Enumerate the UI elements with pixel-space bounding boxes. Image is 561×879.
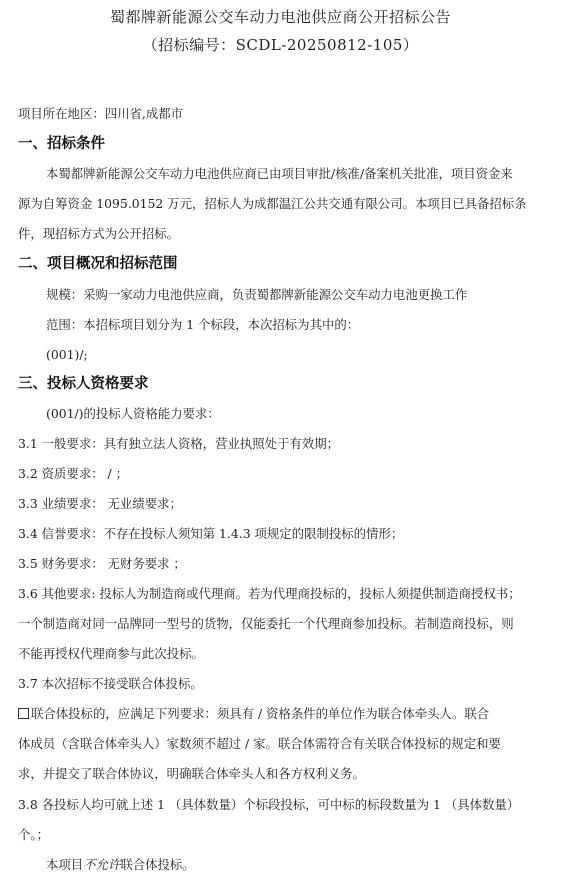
requirement-item-other: 3.6 其他要求: 投标人为制造商或代理商。若为代理商投标的，投标人须提供制造商授权书；: [18, 586, 521, 601]
requirement-item: 3.5 财务要求： 无财务要求 ；: [18, 556, 186, 571]
requirement-item: 3.3 业绩要求： 无业绩要求；: [18, 496, 182, 511]
project-location: 项目所在地区：四川省,成都市: [18, 106, 184, 121]
consortium-statement: [46, 857, 195, 873]
section2-line: 范围：本招标项目划分为 1 个标段，本次招标为其中的：: [46, 317, 360, 332]
requirement-item-other: 不能再授权代理商参与此次投标。: [18, 646, 204, 661]
requirement-item-lots: 个。；: [18, 827, 49, 842]
consortium-checkbox[interactable]: [18, 708, 29, 719]
requirement-item: 3.1 一般要求：具有独立法人资格，营业执照处于有效期；: [18, 436, 340, 451]
section1-line: 本蜀都牌新能源公交车动力电池供应商已由项目审批/核准/备案机关批准，项目资金来: [46, 166, 513, 181]
section1-line: 件，现招标方式为公开招标。: [18, 226, 180, 241]
section1-line: 源为自筹资金 1095.0152 万元，招标人为成都温江公共交通有限公司。本项目已具备招标条: [18, 196, 527, 211]
section2-line: (001)/;: [46, 347, 88, 362]
qualification-intro: (001/)的投标人资格能力要求：: [46, 406, 220, 421]
requirement-item: 3.4 信誉要求：不存在投标人须知第 1.4.3 项规定的限制投标的情形；: [18, 526, 404, 541]
consortium-line: 求，并提交了联合体协议，明确联合体牵头人和各方权利义务。: [18, 766, 365, 781]
statement-prefix: 本项目: [46, 857, 84, 872]
statement-suffix: 联合体投标。: [120, 857, 195, 872]
requirement-item-lots: 3.8 各投标人均可就上述 1 （具体数量）个标段投标，可中标的标段数量为 1 （具体数量）: [18, 797, 520, 812]
requirement-item-other: 一个制造商对同一品牌同一型号的货物，仅能委托一个代理商参加投标。若制造商投标，则: [18, 616, 514, 631]
consortium-line: 联合体投标的，应满足下列要求：须具有 / 资格条件的单位作为联合体牵头人。联合: [31, 706, 490, 721]
requirement-item: 3.2 资质要求： / ；: [18, 466, 129, 481]
section-heading-qualification: 三、投标人资格要求: [18, 376, 149, 392]
requirement-item-consortium-rule: 3.7 本次招标不接受联合体投标。: [18, 676, 203, 691]
section-heading-bidding-conditions: 一、招标条件: [18, 136, 105, 152]
section2-line: 规模：采购一家动力电池供应商，负责蜀都牌新能源公交车动力电池更换工作: [46, 287, 468, 302]
consortium-requirements: [18, 706, 489, 722]
consortium-line: 体成员（含联合体牵头人）家数须不超过 / 家。联合体需符合有关联合体投标的规定和要: [18, 736, 501, 751]
section-heading-project-overview: 二、项目概况和招标范围: [18, 256, 178, 272]
document-subtitle: （招标编号：SCDL-20250812-105）: [142, 36, 419, 54]
statement-emphasis: 不允许: [83, 857, 121, 872]
document-title: 蜀都牌新能源公交车动力电池供应商公开招标公告: [109, 8, 451, 26]
